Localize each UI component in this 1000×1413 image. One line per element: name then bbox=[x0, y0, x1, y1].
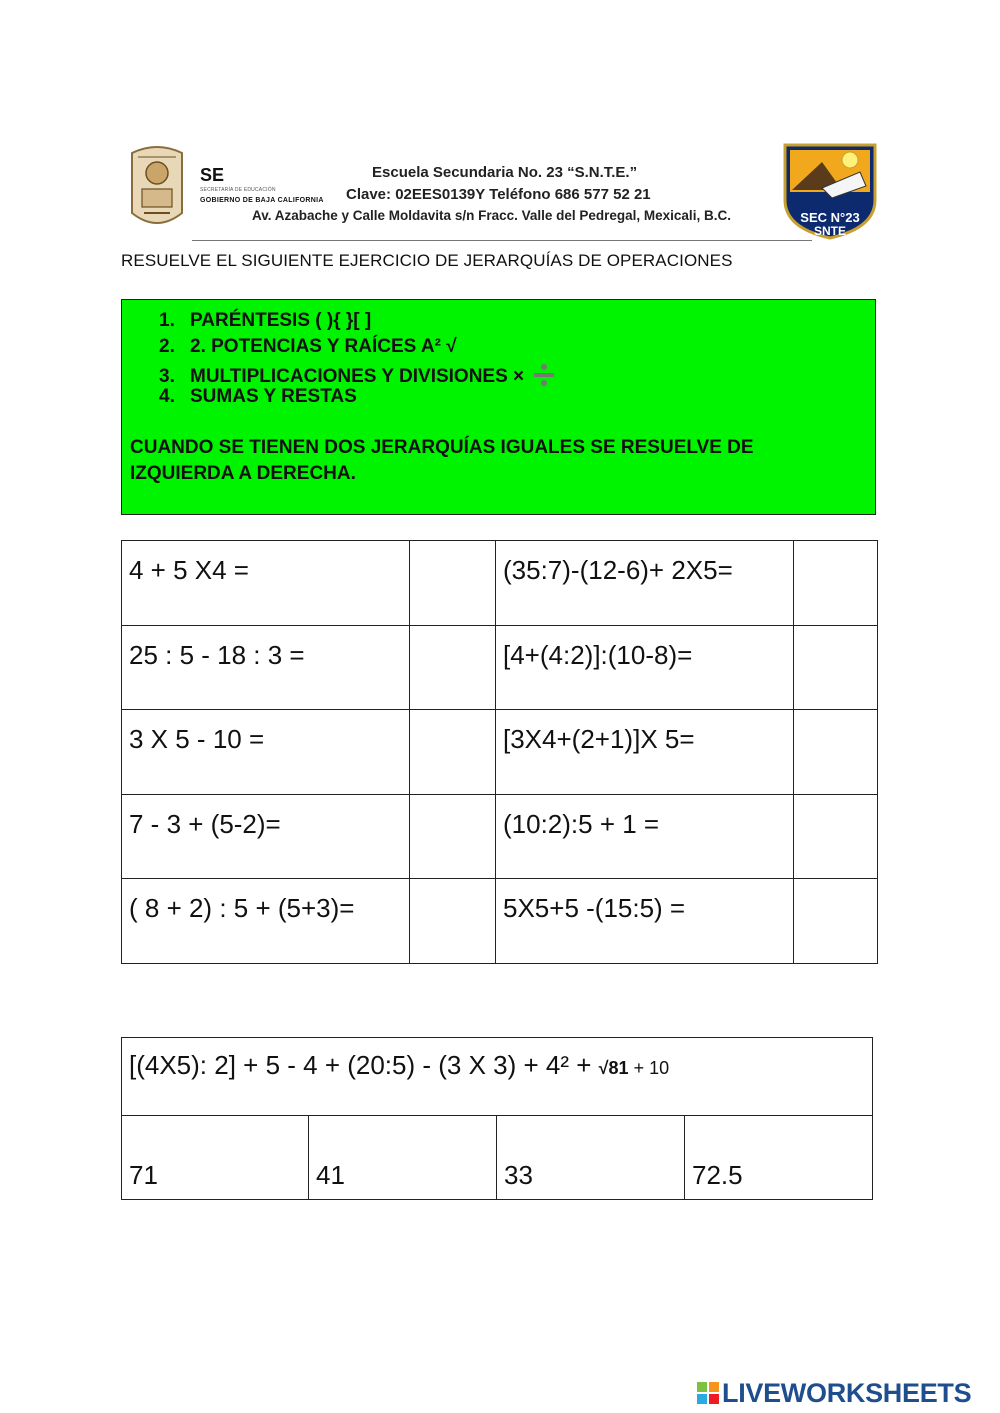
exercise-expression: ( 8 + 2) : 5 + (5+3)= bbox=[122, 879, 410, 964]
rule-item bbox=[159, 336, 457, 358]
table-row bbox=[122, 625, 878, 710]
school-shield-icon bbox=[782, 142, 878, 240]
final-tail: + 10 bbox=[628, 1058, 670, 1078]
rule-text: PARÉNTESIS ( ){ }[ ] bbox=[190, 310, 372, 331]
answer-input[interactable] bbox=[794, 794, 878, 879]
exercise-expression: [4+(4:2)]:(10-8)= bbox=[496, 625, 794, 710]
shield-sub-label: SNTE bbox=[813, 224, 847, 238]
rules-box bbox=[121, 299, 876, 515]
shield-label: SEC N°23 bbox=[800, 210, 860, 225]
rule-number: 2. bbox=[159, 336, 175, 357]
answer-input[interactable] bbox=[410, 625, 496, 710]
answer-option[interactable]: 41 bbox=[309, 1116, 497, 1200]
exercise-expression: 5X5+5 -(15:5) = bbox=[496, 879, 794, 964]
liveworksheets-badge-icon bbox=[697, 1382, 719, 1404]
se-logo-block bbox=[200, 165, 324, 204]
exercise-expression: 4 + 5 X4 = bbox=[122, 541, 410, 626]
answer-input[interactable] bbox=[410, 794, 496, 879]
answer-input[interactable] bbox=[794, 625, 878, 710]
sqrt-term: √81 bbox=[598, 1058, 629, 1078]
rule-item bbox=[159, 362, 555, 388]
table-row bbox=[122, 794, 878, 879]
answer-input[interactable] bbox=[794, 710, 878, 795]
division-icon bbox=[533, 362, 555, 388]
final-question-table bbox=[121, 1037, 873, 1200]
exercise-expression: 7 - 3 + (5-2)= bbox=[122, 794, 410, 879]
rule-number: 4. bbox=[159, 386, 175, 407]
exercise-expression: 25 : 5 - 18 : 3 = bbox=[122, 625, 410, 710]
school-address: Av. Azabache y Calle Moldavita s/n Fracc. Valle del Pedregal, Mexicali, B.C. bbox=[252, 208, 731, 223]
answer-input[interactable] bbox=[794, 879, 878, 964]
table-row bbox=[122, 541, 878, 626]
table-row bbox=[122, 1116, 873, 1200]
exercise-expression: [3X4+(2+1)]X 5= bbox=[496, 710, 794, 795]
exercise-expression: 3 X 5 - 10 = bbox=[122, 710, 410, 795]
school-clave: Clave: 02EES0139Y Teléfono 686 577 52 21 bbox=[346, 186, 651, 203]
table-row bbox=[122, 1038, 873, 1116]
answer-option[interactable]: 71 bbox=[122, 1116, 309, 1200]
liveworksheets-logo[interactable] bbox=[697, 1378, 971, 1409]
answer-option[interactable]: 72.5 bbox=[685, 1116, 873, 1200]
header-divider bbox=[192, 240, 812, 241]
rule-text: 2. POTENCIAS Y RAÍCES A² √ bbox=[190, 336, 457, 357]
rule-item bbox=[159, 386, 357, 408]
table-row bbox=[122, 879, 878, 964]
answer-input[interactable] bbox=[410, 710, 496, 795]
answer-input[interactable] bbox=[410, 541, 496, 626]
school-name: Escuela Secundaria No. 23 “S.N.T.E.” bbox=[372, 164, 638, 181]
exercise-expression: (35:7)-(12-6)+ 2X5= bbox=[496, 541, 794, 626]
exercise-expression: (10:2):5 + 1 = bbox=[496, 794, 794, 879]
rule-text: SUMAS Y RESTAS bbox=[190, 386, 357, 407]
table-row bbox=[122, 710, 878, 795]
answer-input[interactable] bbox=[410, 879, 496, 964]
se-label: SE bbox=[200, 165, 225, 185]
final-question bbox=[122, 1038, 873, 1116]
logo-text: LIVEWORKSHEETS bbox=[722, 1378, 972, 1408]
rule-number: 3. bbox=[159, 366, 175, 387]
rules-note: CUANDO SE TIENEN DOS JERARQUÍAS IGUALES SE RESUELVE DE IZQUIERDA A DERECHA. bbox=[130, 437, 754, 484]
government-label: GOBIERNO DE BAJA CALIFORNIA bbox=[200, 197, 324, 204]
instruction-text: RESUELVE EL SIGUIENTE EJERCICIO DE JERARQUÍAS DE OPERACIONES bbox=[121, 251, 733, 270]
se-sub-label: SECRETARÍA DE EDUCACIÓN bbox=[200, 187, 276, 193]
answer-input[interactable] bbox=[794, 541, 878, 626]
rule-text: MULTIPLICACIONES Y DIVISIONES × bbox=[190, 366, 525, 387]
baja-california-seal-icon bbox=[128, 143, 186, 231]
rule-item bbox=[159, 310, 371, 332]
final-expression: [(4X5): 2] + 5 - 4 + (20:5) - (3 X 3) + 4² + bbox=[129, 1050, 599, 1080]
exercise-table bbox=[121, 540, 878, 964]
rule-number: 1. bbox=[159, 310, 175, 331]
answer-option[interactable]: 33 bbox=[497, 1116, 685, 1200]
